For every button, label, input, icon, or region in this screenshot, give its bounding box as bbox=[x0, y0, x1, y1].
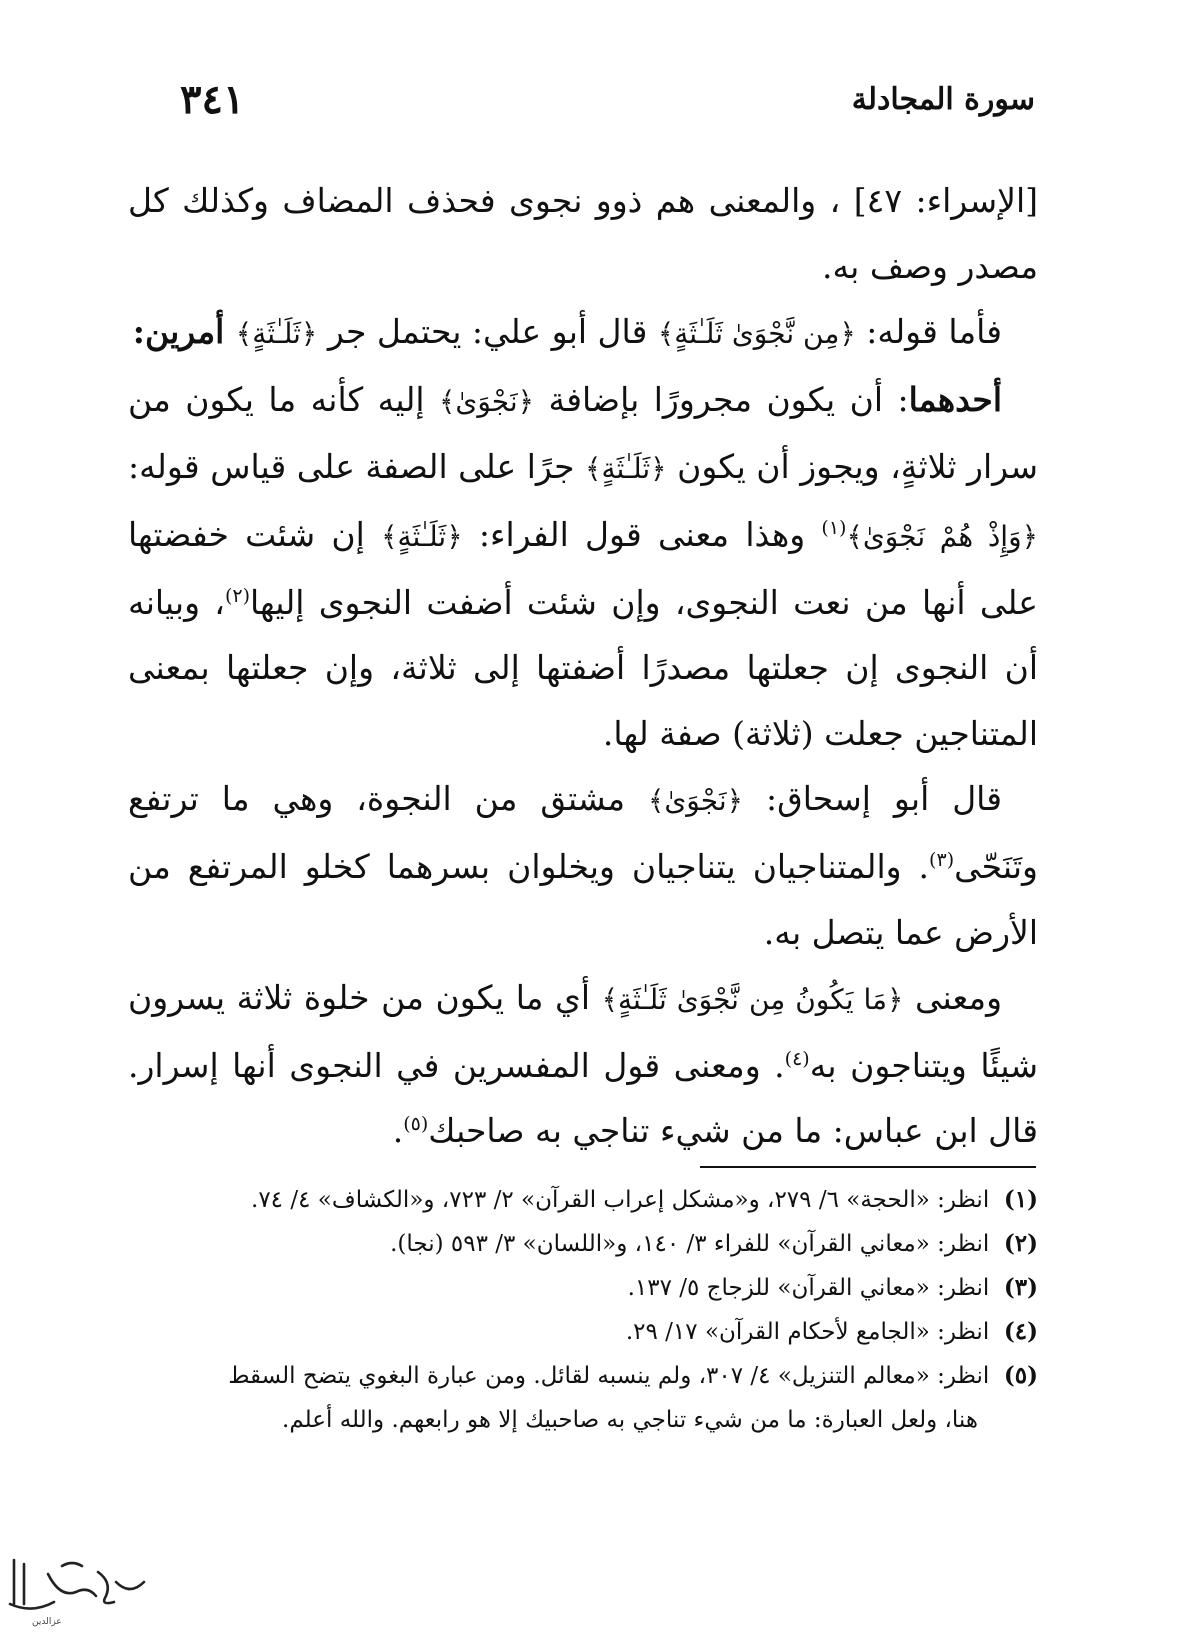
footnote-ref[interactable]: (٢) bbox=[224, 584, 250, 607]
text-run: وهذا معنى قول الفراء: bbox=[462, 514, 822, 554]
paragraph-1: [الإسراء: ٤٧] ، والمعنى هم ذوو نجوى فحذف المضاف وكذلك كل مصدر وصف به. bbox=[128, 181, 1038, 286]
text-run: إن شئت خفضتها على أنها من نعت النجوى، وإن شئت أضفت النجوى إليها bbox=[128, 514, 1038, 622]
lead-word: أحدهما bbox=[908, 379, 1003, 419]
text-run: أي ما يكون من خلوة ثلاثة يسرون شيئًا ويتناجون به bbox=[128, 978, 1038, 1085]
quran-quote: ﴿مِن نَّجْوَىٰ ثَلَـٰثَةٍ﴾ bbox=[657, 317, 856, 351]
text-run: . bbox=[392, 1111, 404, 1151]
text-run: مشتق من النجوة، وهي ما ترتفع وتَنَحّى bbox=[128, 779, 1038, 886]
footnote-divider bbox=[700, 1166, 1036, 1168]
footnote-number: (٤) bbox=[1003, 1318, 1038, 1345]
quran-quote: ﴿نَجْوَىٰ﴾ bbox=[647, 784, 744, 818]
paragraph-5 bbox=[128, 965, 1038, 1164]
footnote-number: (٢) bbox=[1003, 1230, 1038, 1257]
text-run: ومعنى bbox=[903, 978, 1002, 1018]
footnote-2 bbox=[128, 1222, 1038, 1266]
text-run: . والمتناجيان يتناجيان ويخلوان بسرهما كخلو المرتفع من الأرض عما يتصل به. bbox=[128, 846, 1038, 952]
text-run: فأما قوله: bbox=[855, 312, 1002, 352]
footnote-5-continuation: هنا، ولعل العبارة: ما من شيء تناجي به صاحبيك إلا هو رابعهم. والله أعلم. bbox=[282, 1407, 978, 1433]
text-run: قال أبو علي: يحتمل جر bbox=[317, 312, 658, 352]
text-run: جرًا على الصفة على قياس قوله: bbox=[128, 447, 586, 487]
footnote-text: انظر: «معاني القرآن» للزجاج ٥/ ١٣٧. bbox=[627, 1275, 990, 1301]
svg-text:عزالدين: عزالدين bbox=[32, 1617, 62, 1627]
footnote-text: انظر: «الحجة» ٦/ ٢٧٩، و«مشكل إعراب القرآن» ٢/ ٧٢٣، و«الكشاف» ٤/ ٧٤. bbox=[251, 1187, 990, 1213]
footnote-text: انظر: «معاني القرآن» للفراء ٣/ ١٤٠، و«اللسان» ٣/ ٥٩٣ (نجا). bbox=[390, 1231, 990, 1257]
page-number: ٣٤١ bbox=[180, 76, 245, 123]
quran-quote: ﴿نَجْوَىٰ﴾ bbox=[439, 384, 535, 418]
footnote-5 bbox=[128, 1354, 1038, 1398]
text-run: ، وبيانه أن النجوى إن جعلتها مصدرًا أضفتها إلى ثلاثة، وإن جعلتها بمعنى المتناجين جعلت (ثلاثة) صفة لها. bbox=[128, 582, 1038, 753]
main-text bbox=[128, 168, 1038, 1164]
footnote-number: (١) bbox=[1003, 1186, 1038, 1213]
footnote-number: (٣) bbox=[1003, 1274, 1038, 1301]
paragraph-4 bbox=[128, 766, 1038, 965]
paragraph-2 bbox=[128, 299, 1038, 367]
footnotes bbox=[128, 1178, 1038, 1442]
text-run: إليه كأنه ما يكون من سرار ثلاثةٍ، ويجوز أن يكون bbox=[128, 379, 1038, 487]
text-run: : أن يكون مجرورًا بإضافة bbox=[534, 379, 909, 419]
quran-quote: ﴿ثَلَـٰثَةٍ﴾ bbox=[235, 317, 318, 351]
footnote-text: انظر: «الجامع لأحكام القرآن» ١٧/ ٢٩. bbox=[625, 1319, 990, 1345]
page-header bbox=[130, 76, 1035, 132]
footnote-ref[interactable]: (٥) bbox=[403, 1113, 429, 1136]
footnote-number: (٥) bbox=[1003, 1362, 1038, 1389]
text-run: . ومعنى قول المفسرين في النجوى أنها إسرار. قال ابن عباس: ما من شيء تناجي به صاحبك bbox=[128, 1045, 1038, 1151]
footnote-text: انظر: «معالم التنزيل» ٤/ ٣٠٧، ولم ينسبه لقائل. ومن عبارة البغوي يتضح السقط bbox=[228, 1363, 990, 1389]
quran-quote: ﴿ثَلَـٰثَةٍ﴾ bbox=[585, 452, 667, 486]
quran-quote: ﴿ثَلَـٰثَةٍ﴾ bbox=[381, 519, 463, 553]
text-run: قال أبو إسحاق: bbox=[743, 779, 1003, 819]
footnote-ref[interactable]: (٣) bbox=[929, 848, 955, 871]
quran-quote: ﴿مَا يَكُونُ مِن نَّجْوَىٰ ثَلَـٰثَةٍ﴾ bbox=[601, 983, 904, 1017]
quran-quote: ﴿وَإِذْ هُمْ نَجْوَىٰ﴾ bbox=[846, 519, 1038, 553]
paragraph-3 bbox=[128, 367, 1038, 767]
library-logo bbox=[2, 1552, 152, 1630]
footnote-1 bbox=[128, 1178, 1038, 1222]
footnote-4 bbox=[128, 1310, 1038, 1354]
surah-title: سورة المجادلة bbox=[851, 82, 1035, 117]
text-run: أمرين: bbox=[132, 312, 236, 352]
footnote-3 bbox=[128, 1266, 1038, 1310]
footnote-ref[interactable]: (١) bbox=[821, 516, 847, 539]
footnote-ref[interactable]: (٤) bbox=[784, 1047, 810, 1070]
